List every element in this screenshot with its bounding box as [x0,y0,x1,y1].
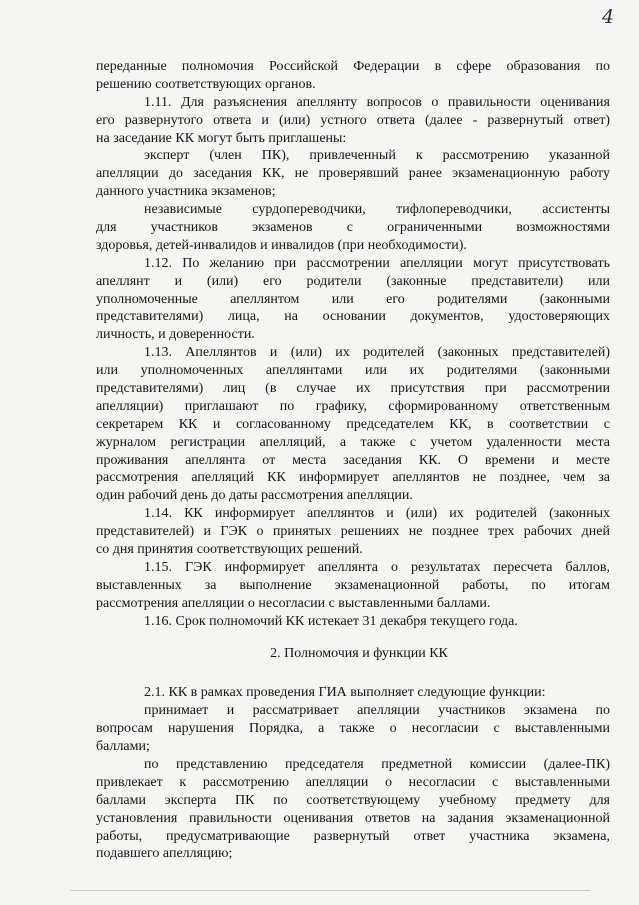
text-line: представителями) лиц (в случае их присутствия при рассмотрении [96,381,610,397]
text-line: работы, предусматривающие развернутый ответ участника экзамена, [96,828,610,844]
text-line: один рабочий день до даты рассмотрения апелляции. [96,488,413,504]
text-line: 1.14. КК информирует апеллянтов и (или) их родителей (законных [144,506,610,522]
text-line: баллами эксперта ПК по соответствующему учебному предмету для [96,792,610,808]
text-line: 1.11. Для разъяснения апеллянту вопросов о правильности оценивания [144,94,610,110]
text-line: независимые сурдопереводчики, тифлопереводчики, ассистенты [144,202,610,218]
text-line: для участников экзаменов с ограниченными возможностями [96,220,610,236]
text-line: принимает и рассматривает апелляции участников экзамена по [144,703,610,719]
text-line: представителей) и ГЭК о принятых решениях не позднее трех рабочих дней [96,524,610,540]
text-line: привлекает к рассмотрению апелляции о несогласии с выставленными [96,774,610,790]
text-line: личность, и доверенности. [96,327,255,343]
text-line: 1.15. ГЭК информирует апеллянта о результатах пересчета баллов, [144,559,610,575]
text-line: апеллянт и (или) его родители (законные представители) или [96,273,610,289]
document-body [96,58,610,863]
text-line: уполномоченные апеллянтом или его родителями (законными [96,291,610,307]
text-line: его развернутого ответа и (или) устного ответа (далее - развернутый ответ) [96,112,610,128]
text-line: или уполномоченных апеллянтами или их родителями (законными [96,363,610,379]
text-line: по представлению председателя предметной комиссии (далее-ПК) [144,756,610,772]
text-line: журналом регистрации апелляций, а также с учетом удаленности места [96,434,610,450]
section-1-continuation [96,58,610,631]
text-line: 1.13. Апеллянтов и (или) их родителей (законных представителей) [144,345,610,361]
text-line: установления правильности оценивания ответов на задания экзаменационной [96,810,610,826]
text-line: 1.16. Срок полномочий КК истекает 31 декабря текущего года. [144,613,518,629]
text-line: данного участника экзаменов; [96,184,276,200]
text-line: рассмотрения апелляции о несогласии с выставленными баллами. [96,595,491,611]
text-line: решению соответствующих органов. [96,76,316,92]
scan-edge-line [70,890,590,891]
text-line: секретарем КК и согласованному председателем КК, в соответствии с [96,416,610,432]
text-line: выставленных за выполнение экзаменационной работы, по итогам [96,577,610,593]
section-2-body [96,684,610,863]
text-line: подавшего апелляцию; [96,846,233,862]
text-line: апелляции до заседания КК, не проверявший ранее экзаменационную работу [96,166,610,182]
text-line: здоровья, детей-инвалидов и инвалидов (при необходимости). [96,237,467,253]
text-line: рассмотрения апелляций КК информирует апеллянтов не позднее, чем за [96,470,610,486]
text-line: со дня принятия соответствующих решений. [96,542,363,558]
text-line: 1.12. По желанию при рассмотрении апелляции могут присутствовать [144,255,610,271]
text-line: баллами; [96,739,150,755]
text-line: 2.1. КК в рамках проведения ГИА выполняет следующие функции: [144,685,546,701]
text-line: представителями) лица, на основании документов, удостоверяющих [96,309,610,325]
text-line: эксперт (член ПК), привлеченный к рассмотрению указанной [144,148,610,164]
spacer [96,631,610,645]
text-line: вопросам нарушения Порядка, а также о несогласии с выставленными [96,721,610,737]
text-line: переданные полномочия Российской Федерации в сфере образования по [96,59,610,74]
section-heading: 2. Полномочия и функции КК [270,645,448,661]
spacer [96,662,610,676]
text-line: на заседание КК могут быть приглашены: [96,130,347,146]
text-line: апелляции) приглашают по графику, сформированному ответственным [96,398,610,414]
text-line: проживания апеллянта от места заседания КК. О времени и месте [96,452,610,468]
spacer [96,676,610,684]
page-number: 4 [602,6,615,28]
